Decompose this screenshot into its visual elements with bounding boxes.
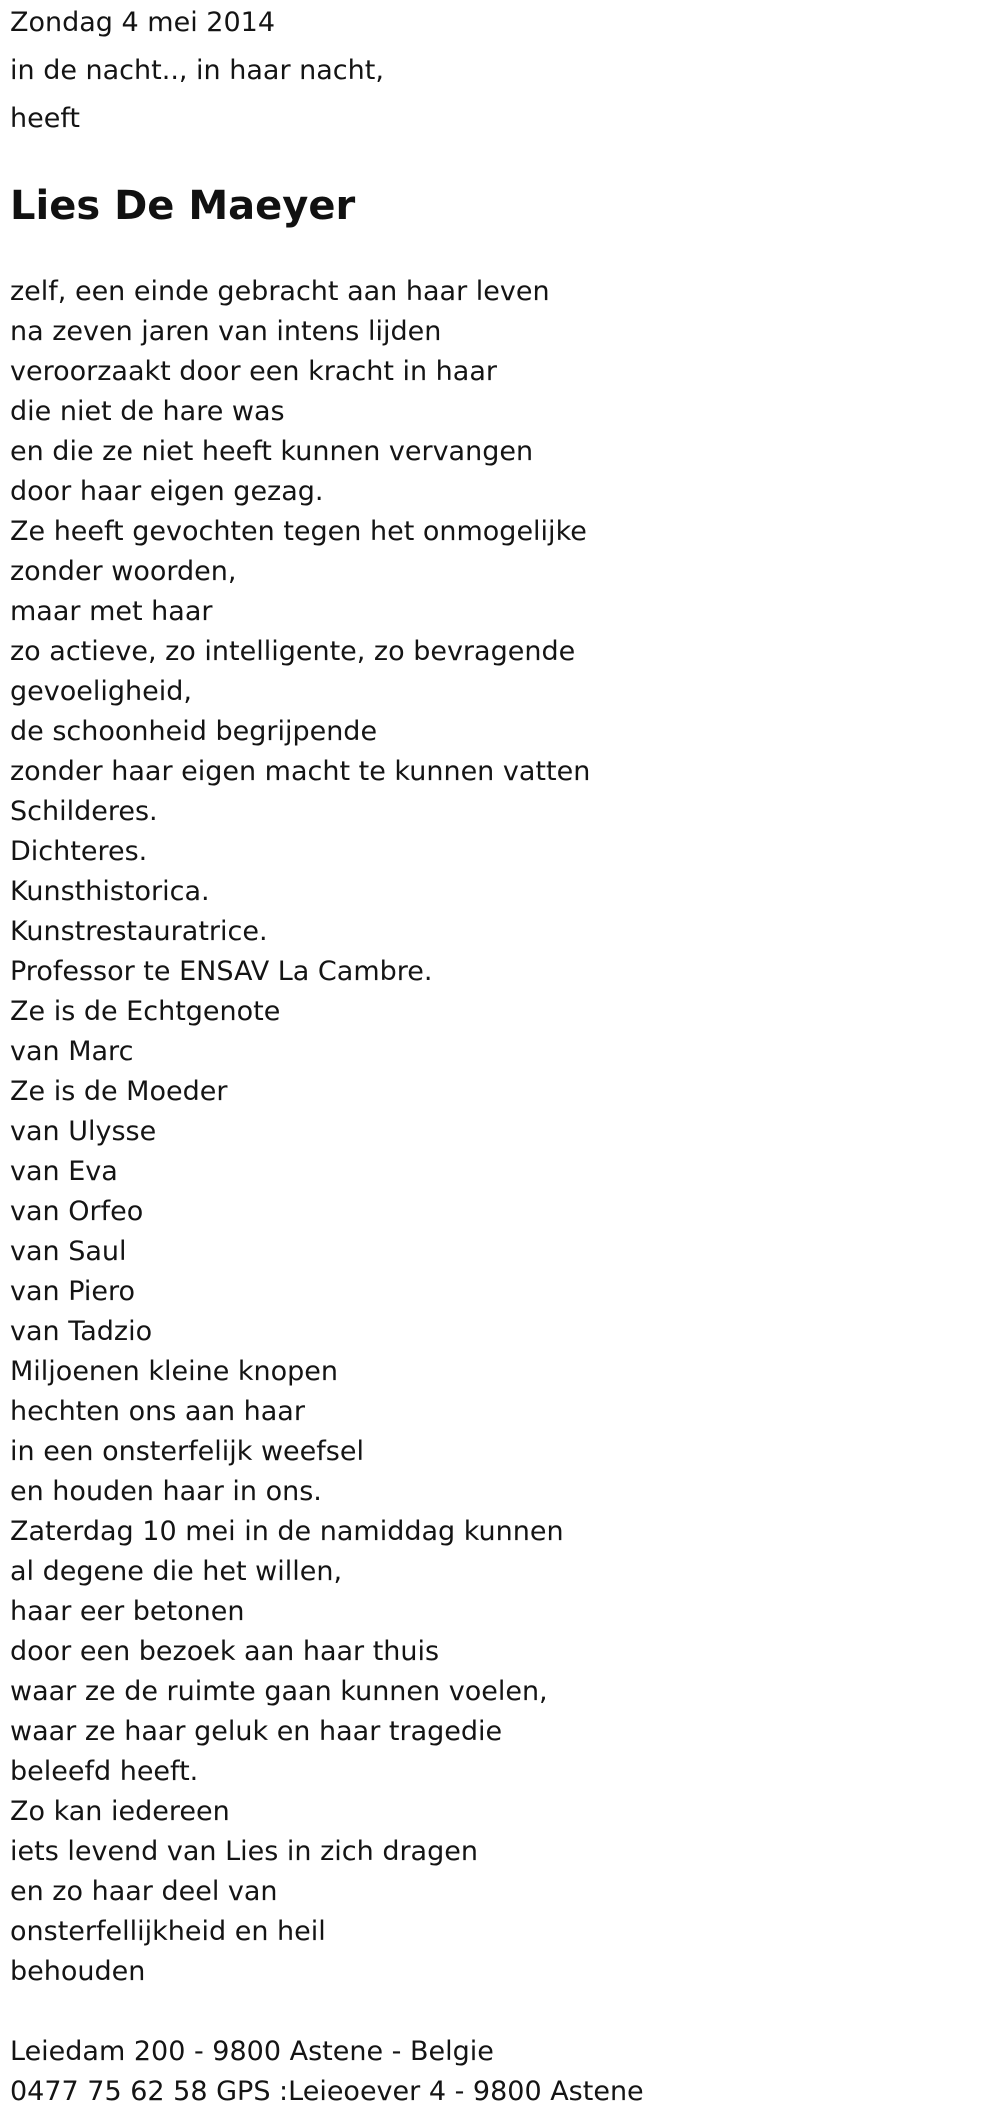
poem-line: en zo haar deel van [10, 1876, 278, 1907]
poem-line: zonder woorden, [10, 556, 237, 587]
poem-line: de schoonheid begrijpende [10, 716, 378, 747]
poem-line: beleefd heeft. [10, 1756, 199, 1787]
poem-line: Ze is de Echtgenote [10, 996, 281, 1027]
poem-line: van Marc [10, 1036, 134, 1067]
poem-line: van Ulysse [10, 1116, 157, 1147]
poem-line: in een onsterfelijk weefsel [10, 1436, 364, 1467]
poem-line: zelf, een einde gebracht aan haar leven [10, 276, 550, 307]
poem-line: Kunstrestauratrice. [10, 916, 268, 947]
poem-line: van Orfeo [10, 1196, 144, 1227]
poem-line: die niet de hare was [10, 396, 285, 427]
poem-line: van Saul [10, 1236, 127, 1267]
poem-line: en die ze niet heeft kunnen vervangen [10, 436, 534, 467]
deceased-name: Lies De Maeyer [10, 183, 356, 229]
intro-line: heeft [10, 103, 80, 134]
poem-line: Ze is de Moeder [10, 1076, 228, 1107]
poem-line: en houden haar in ons. [10, 1476, 322, 1507]
poem-text [10, 272, 1000, 1992]
poem-line: veroorzaakt door een kracht in haar [10, 356, 497, 387]
poem-line: Ze heeft gevochten tegen het onmogelijke [10, 516, 587, 547]
intro-block [10, 0, 1000, 150]
poem-line: van Tadzio [10, 1316, 153, 1347]
poem-line: na zeven jaren van intens lijden [10, 316, 442, 347]
address-block [10, 2032, 1000, 2112]
poem-line: Professor te ENSAV La Cambre. [10, 956, 433, 987]
address-line: Leiedam 200 - 9800 Astene - Belgie [10, 2036, 494, 2067]
poem-line: door een bezoek aan haar thuis [10, 1636, 440, 1667]
poem-line: van Eva [10, 1156, 118, 1187]
poem-line: al degene die het willen, [10, 1556, 343, 1587]
date-line: Zondag 4 mei 2014 [10, 7, 276, 38]
poem-line: Zo kan iedereen [10, 1796, 230, 1827]
poem-line: Zaterdag 10 mei in de namiddag kunnen [10, 1516, 564, 1547]
poem-line: iets levend van Lies in zich dragen [10, 1836, 478, 1867]
poem-line: Dichteres. [10, 836, 148, 867]
poem-line: gevoeligheid, [10, 676, 192, 707]
poem-line: maar met haar [10, 596, 213, 627]
poem-line: Schilderes. [10, 796, 158, 827]
poem-line: waar ze haar geluk en haar tragedie [10, 1716, 503, 1747]
poem-line: door haar eigen gezag. [10, 476, 324, 507]
poem-line: Miljoenen kleine knopen [10, 1356, 339, 1387]
poem-line: haar eer betonen [10, 1596, 245, 1627]
poem-line: hechten ons aan haar [10, 1396, 305, 1427]
poem-line: zo actieve, zo intelligente, zo bevragende [10, 636, 576, 667]
poem-line: van Piero [10, 1276, 136, 1307]
poem-line: waar ze de ruimte gaan kunnen voelen, [10, 1676, 548, 1707]
poem-line: zonder haar eigen macht te kunnen vatten [10, 756, 591, 787]
poem-line: Kunsthistorica. [10, 876, 210, 907]
poem-line: onsterfellijkheid en heil [10, 1916, 326, 1947]
poem-line: behouden [10, 1956, 146, 1987]
contact-line: 0477 75 62 58 GPS :Leieoever 4 - 9800 Astene [10, 2076, 644, 2107]
intro-line: in de nacht.., in haar nacht, [10, 55, 384, 86]
